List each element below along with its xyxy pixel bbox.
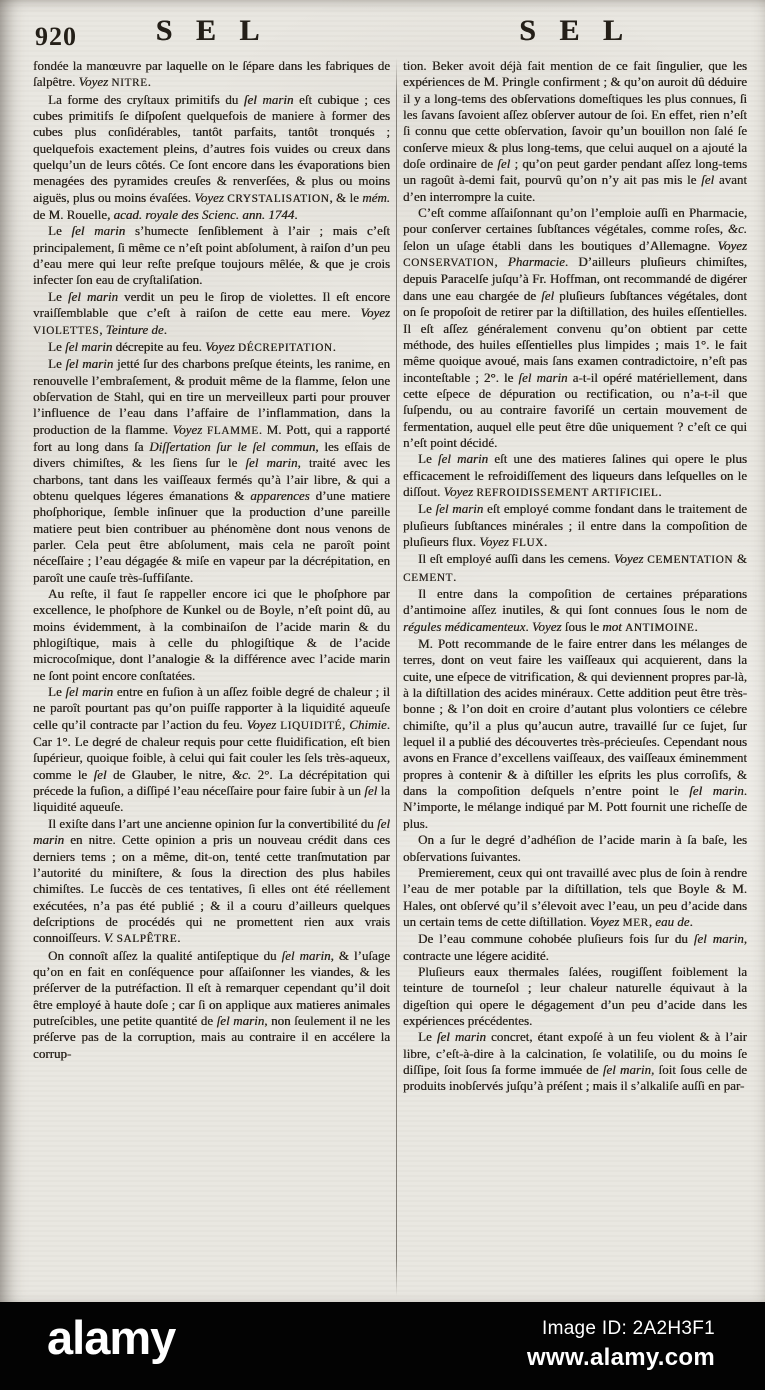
paragraph: M. Pott recommande de le faire entrer dans les mélanges de terres, dont on veut faire les vaiſſeaux qui acquierent, dans la cuite, une eſpece de vitrification, & qui deviennent propres par-là, à la diſtillation des acides minéraux. Cette addition peut être très-bonne ; & l’on doit en croire d’autant plus volontiers ce célebre chimiſte, qu’il a plus qu’aucun autre, travaillé ſur ce ſujet, ſur lequel il a publié des découvertes très-précieuſes. Cependant nous avons en France d’excellens vaiſſeaux, des vaiſſeaux éminemment propres à contenir & à diſtiller les eſprits les plus corroſifs, & dans la compoſition deſquels n’entre point le ſel marin. N’importe, le mélange indiqué par M. Pott fournit une richeſſe de plus. bbox=[403, 636, 747, 831]
paragraph: Le ſel marin eſt employé comme fondant dans le traitement de pluſieurs ſubſtances minérales ; il entre dans la compoſition de pluſieurs flux. Voyez FLUX. bbox=[403, 501, 747, 549]
paragraph: Pluſieurs eaux thermales ſalées, rougiſſent foiblement la teinture de tourneſol ; leur chaleur naturelle équivaut à la digeſtion qui opere le dégagement d’un peu d’acide dans les expériences précédentes. bbox=[403, 963, 747, 1028]
paragraph: Le ſel marin concret, étant expoſé à un feu violent & à l’air libre, c’eſt-à-dire à la calcination, ſe volatiliſe, ou du moins ſe diſſipe, ſoit ſous ſa forme immuée de ſel marin, ſoit ſous celle de produits inobſervés juſqu’à préſent ; mais il s’alkaliſe auſſi en par- bbox=[403, 1029, 747, 1094]
left-column bbox=[33, 58, 390, 1301]
paragraph: fondée la manœuvre par laquelle on le ſépare dans les fabriques de ſalpêtre. Voyez NITRE. bbox=[33, 58, 390, 90]
image-id-text: Image ID: 2A2H3F1 bbox=[541, 1318, 715, 1339]
paragraph: De l’eau commune cohobée pluſieurs fois ſur du ſel marin, contracte une légere acidité. bbox=[403, 931, 747, 963]
paragraph: Le ſel marin eſt une des matieres ſalines qui opere le plus efficacement le refroidiſſement des liqueurs dans leſquelles on le diſſout. Voyez REFROIDISSEMENT ARTIFICIEL. bbox=[403, 451, 747, 499]
paragraph: Il eſt employé auſſi dans les cemens. Voyez CEMENTATION & CEMENT. bbox=[403, 551, 747, 584]
paragraph: Le ſel marin s’humecte ſenſiblement à l’air ; mais c’eſt principalement, ſi même ce n’eſt point abſolument, à raiſon d’un peu d’eau mere qui leur reſte preſque toujours mêlée, & que je crois infecter ſon eau de cryſtaliſation. bbox=[33, 223, 390, 288]
alamy-logo: alamy bbox=[47, 1311, 176, 1364]
paragraph: On connoît aſſez la qualité antiſeptique du ſel marin, & l’uſage qu’on en fait en conſéquence pour aſſaiſonner les viandes, & les préſerver de la putréfaction. Il eſt à remarquer cependant qu’il doit être employé à haute doſe ; car ſi on applique aux matieres animales putreſcibles, une petite quantité de ſel marin, non ſeulement il ne les préſerve pas de la corruption, mais au contraire il en accélere la corrup- bbox=[33, 947, 390, 1061]
paragraph: Il entre dans la compoſition de certaines préparations d’antimoine aſſez inutiles, & qui ſont connues ſous le nom de régules médicamenteux. Voyez ſous le mot ANTIMOINE. bbox=[403, 586, 747, 634]
text-columns bbox=[33, 58, 747, 1301]
paragraph: Le ſel marin décrepite au feu. Voyez DÉCREPITATION. bbox=[48, 338, 336, 354]
watermark-bar bbox=[0, 1302, 765, 1390]
paragraph: Le ſel marin entre en fuſion à un aſſez foible degré de chaleur ; il ne paroît pourtant pas qu’on puiſſe rapporter à la liquidité aqueuſe celle qu’il contracte par l’action du feu. Voyez LIQUIDITÉ, Chimie. Car 1°. Le degré de chaleur requis pour cette fluidification, eſt bien ſupérieur, quoique foible, à celui qui fait couler les ſels très-aqueux, comme le ſel de Glauber, le nitre, &c. 2°. La décrépitation qui précede la fuſion, a diſſipé l’eau néceſſaire pour faire ſubir à un ſel la liquidité aqueuſe. bbox=[33, 684, 390, 815]
paragraph: C’eſt comme aſſaiſonnant qu’on l’emploie auſſi en Pharmacie, pour conſerver certaines ſubſtances végétales, comme roſes, &c. ſelon un uſage établi dans les boutiques d’Allemagne. Voyez CONSERVATION, Pharmacie. D’ailleurs pluſieurs chimiſtes, depuis Paracelſe juſqu’à Fr. Hoffman, ont recommandé de digérer dans une eau chargée de ſel pluſieurs ſubſtances végétales, dont on ſe propoſoit de retirer par la diſtillation, des huiles eſſentielles. Il eſt aſſez généralement convenu qu’on obtient par cette méthode, des huiles eſſentielles plus limpides ; mais 1°. le fait même quoique avoué, mais ſans examen contradictoire, n’eſt pas inconteſtable ; 2°. le ſel marin a-t-il opéré matériellement, dans cette eſpece de dépuration ou rectification, ou n’a-t-il que ſuſpendu, ou au contraire favoriſé un certain mouvement de fermentation, auquel elle peut être dûe uniquement ? c’eſt ce qui n’eſt point décidé. bbox=[403, 205, 747, 450]
paragraph: La forme des cryſtaux primitifs du ſel marin eſt cubique ; ces cubes primitifs ſe diſpoſent quelquefois de maniere à former des cubes plus conſidérables, tantôt parfaits, tantôt tronqués ; quelquefois exactement pleins, d’autres fois vuides ou creux dans quelqu’un de leurs côtés. Ce ſont encore dans les évaporations bien menagées des pyramides creuſes & renverſées, & plus ou moins aiguës, plus ou moins évaſées. Voyez CRYSTALISATION, & le mém. de M. Rouelle, acad. royale des Scienc. ann. 1744. bbox=[33, 91, 390, 223]
paragraph: Au reſte, il faut ſe rappeller encore ici que le phoſphore par excellence, le phoſphore de Kunkel ou de Boyle, n’eſt point dû, au moins évidemment, à la combinaiſon de l’acide marin & du phlogiſtique, mais à celle du phlogiſtique & de l’acide microcoſmique, dont l’analogie & la différence avec l’acide marin ne ſont point encore conſtatées. bbox=[33, 586, 390, 683]
running-title-right: S E L bbox=[519, 14, 631, 47]
paragraph: Premierement, ceux qui ont travaillé avec plus de ſoin à rendre l’eau de mer potable par la diſtillation, tels que Boyle & M. Hales, ont obſervé qu’il s’élevoit avec l’eau, un peu d’acide dans un certain tems de cette diſtillation. Voyez MER, eau de. bbox=[403, 864, 747, 929]
right-column bbox=[403, 58, 747, 1301]
paragraph: Il exiſte dans l’art une ancienne opinion ſur la convertibilité du ſel marin en nitre. Cette opinion a pris un nouveau crédit dans ces derniers tems ; on a même, dit-on, tenté cette tranſmutation par l’autorité du miniſtere, & ſous la direction des plus habiles chimiſtes. Le ſuccès de ces tentatives, ſi elles ont été réellement exécutées, n’a pas été publié ; & il a couru d’ailleurs quelques deſcriptions de procédés qui ne promettent rien aux vrais connoiſſeurs. V. SALPÊTRE. bbox=[33, 815, 390, 946]
paragraph: On a ſur le degré d’adhéſion de l’acide marin à ſa baſe, les obſervations ſuivantes. bbox=[403, 832, 747, 864]
paragraph: Le ſel marin jetté ſur des charbons preſque éteints, les ranime, en renouvelle l’embraſement, & produit même de la flamme, ſelon une obſervation de Stahl, qui en tire un merveilleux parti pour prouver l’influence de l’eau dans l’affaire de l’inflammation, dans la production de la flamme. Voyez FLAMME. M. Pott, qui a rapporté fort au long dans ſa Diſſertation ſur le ſel commun, les eſſais de divers chimiſtes, & les ſiens ſur le ſel marin, traité avec les charbons, tant dans les vaiſſeaux fermés qu’à l’air libre, & qui a obtenu quelques légeres émanations & apparences d’une matiere phoſphorique, ſemble inſinuer que la production d’une pareille matiere peut bien contribuer au phénomène dont nous venons de parler. Cela peut être abſolument, mais cela ne paroît point néceſſaire ; l’eau dégagée & miſe en vapeur par la décrépitation, en paroît une cauſe très-ſuffiſante. bbox=[33, 356, 390, 585]
paragraph: Le ſel marin verdit un peu le ſirop de violettes. Il eſt encore vraiſſemblable que c’eſt à raiſon de cette eau mere. Voyez VIOLETTES, Teinture de. bbox=[33, 288, 390, 337]
running-title-left: S E L bbox=[155, 14, 268, 47]
column-divider bbox=[390, 58, 403, 1301]
page-header bbox=[33, 0, 747, 58]
paragraph: tion. Beker avoit déjà fait mention de ce fait ſingulier, que les expériences de M. Pringle confirment ; & qu’on auroit dû déduire il y a long-tems des obſervations domeſtiques les plus connues, ſi les ſavans ſavoient aſſez obſerver autour de ſoi. En effet, rien n’eſt ſi connu que cette obſervation, ſavoir qu’un bouillon non ſalé ſe conſerve mieux & plus long-tems, que celui auquel on a ajouté la doſe ordinaire de ſel ; qu’on peut garder pendant aſſez long-tems un ragoût à-demi fait, pourvû qu’on n’y ait pas mis le ſel avant d’en interrompre la cuite. bbox=[403, 58, 747, 204]
page-number: 920 bbox=[35, 22, 77, 51]
alamy-url-text: www.alamy.com bbox=[527, 1344, 715, 1371]
